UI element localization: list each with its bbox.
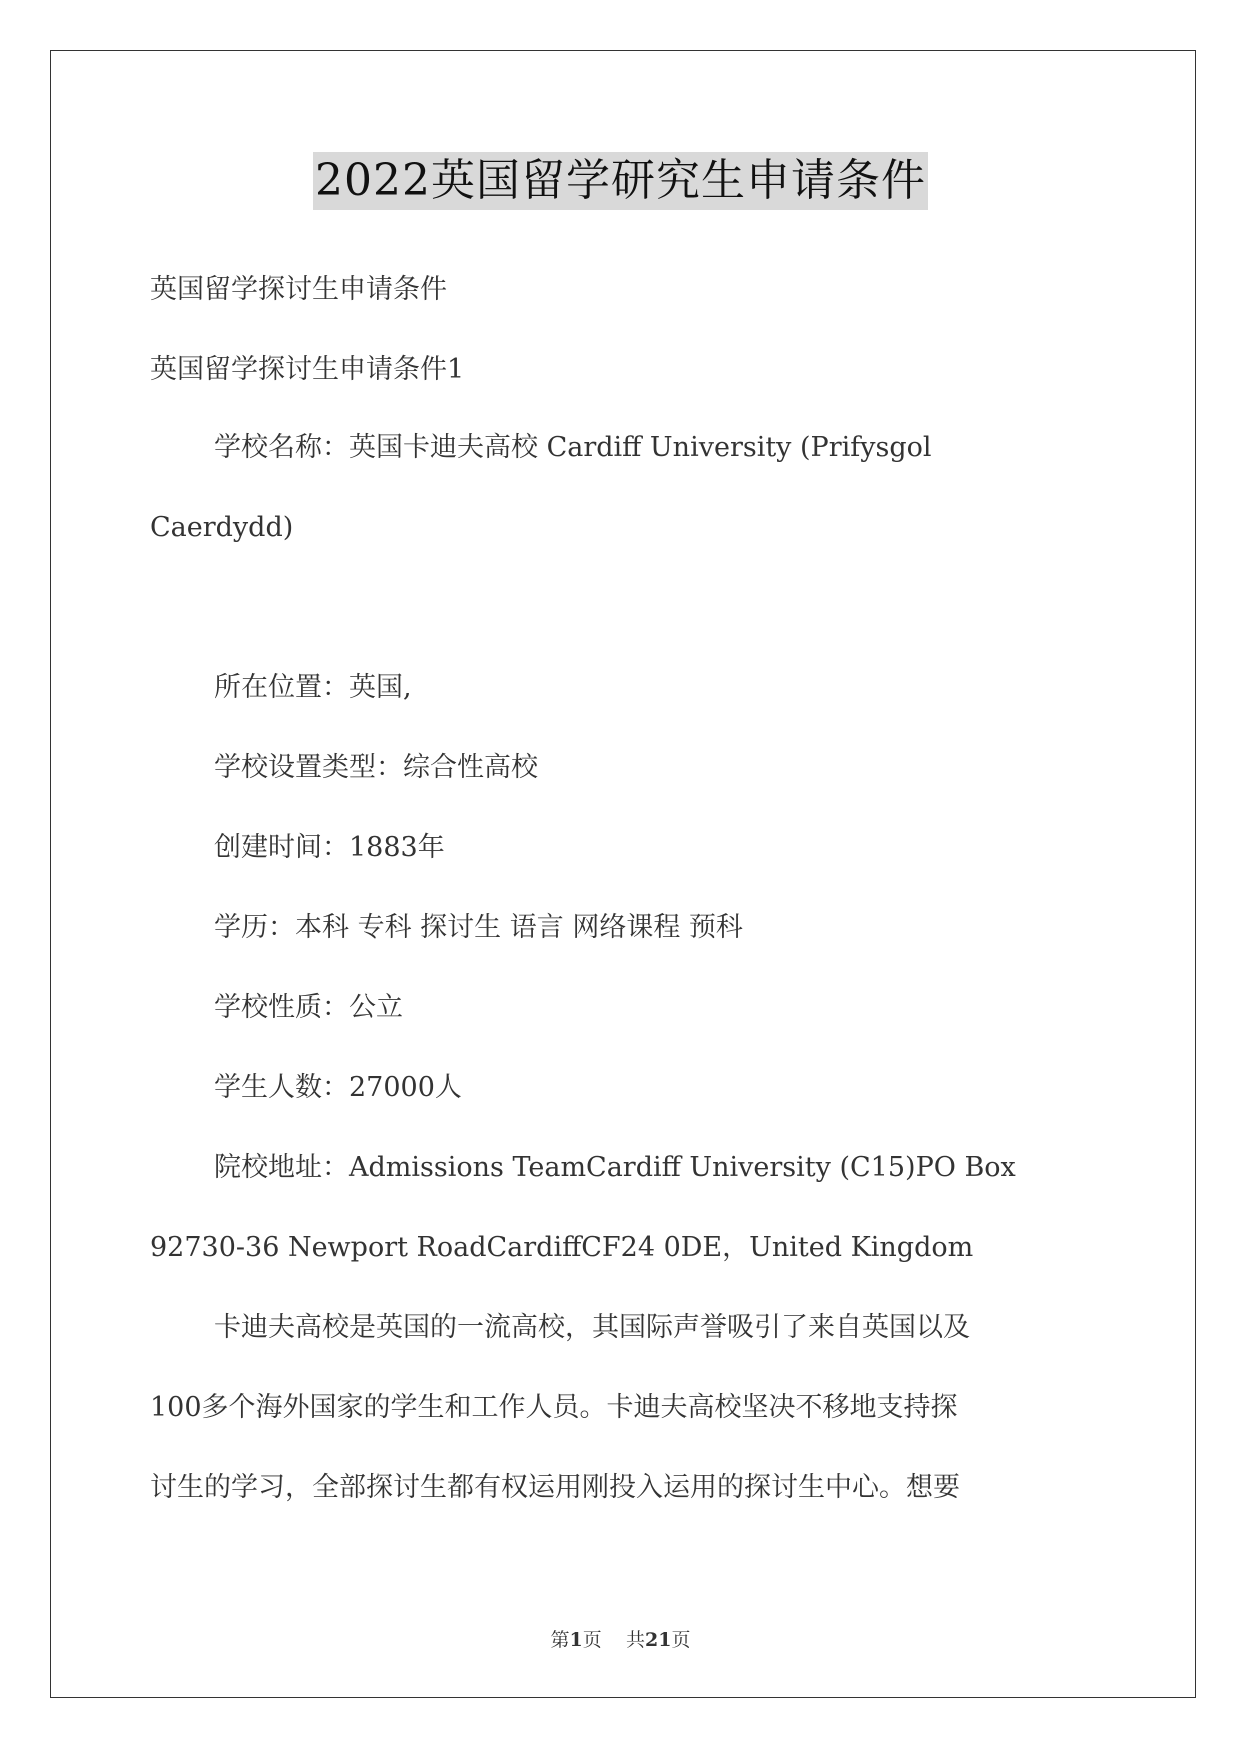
footer-total-suffix: 页: [671, 1629, 691, 1651]
school-type-line: 学校设置类型：综合性高校: [214, 752, 538, 783]
footer-page-number: 1: [569, 1629, 583, 1651]
footer-total-prefix: 共: [625, 1629, 645, 1651]
footer-page-suffix: 页: [582, 1629, 602, 1651]
school-name-line-2: Caerdydd): [150, 512, 294, 543]
location-line: 所在位置：英国,: [214, 672, 412, 703]
intro-line-2: 100多个海外国家的学生和工作人员。卡迪夫高校坚决不移地支持探: [150, 1392, 958, 1423]
founded-line: 创建时间：1883年: [214, 832, 445, 863]
document-title: 2022英国留学研究生申请条件: [313, 152, 928, 210]
footer-page-prefix: 第: [550, 1629, 570, 1651]
address-line-2: 92730-36 Newport RoadCardiffCF24 0DE，United Kingdom: [150, 1232, 974, 1263]
degrees-line: 学历：本科 专科 探讨生 语言 网络课程 预科: [214, 912, 743, 943]
title-container: [0, 152, 1241, 210]
students-line: 学生人数：27000人: [214, 1072, 462, 1103]
paragraph-heading: 英国留学探讨生申请条件: [150, 274, 447, 305]
page-footer: [0, 1628, 1241, 1652]
paragraph-subheading: 英国留学探讨生申请条件1: [150, 354, 465, 385]
footer-total-pages: 21: [644, 1629, 672, 1651]
school-name-line-1: 学校名称：英国卡迪夫高校 Cardiff University (Prifysgol: [214, 432, 932, 463]
nature-line: 学校性质：公立: [214, 992, 403, 1023]
intro-line-3: 讨生的学习，全部探讨生都有权运用刚投入运用的探讨生中心。想要: [150, 1472, 960, 1503]
address-line-1: 院校地址：Admissions TeamCardiff University (C15)PO Box: [214, 1152, 1016, 1183]
intro-line-1: 卡迪夫高校是英国的一流高校，其国际声誉吸引了来自英国以及: [214, 1312, 970, 1343]
